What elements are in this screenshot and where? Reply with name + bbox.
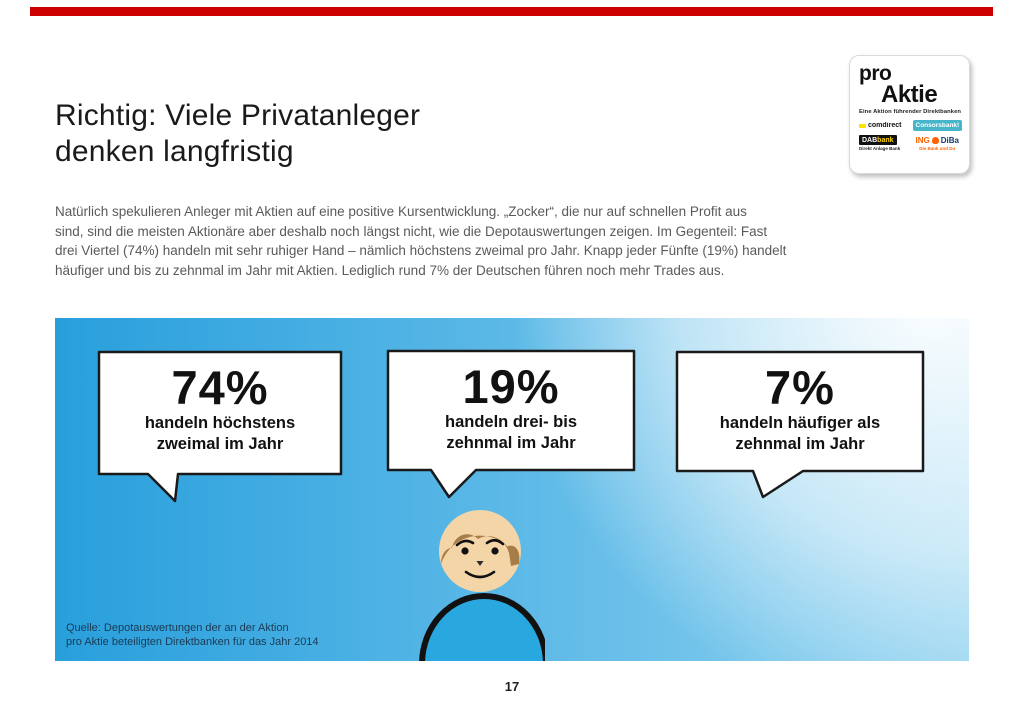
- ing-diba-logo: [913, 136, 963, 151]
- speech-bubble-19: [386, 349, 636, 499]
- intro-line: häufiger und bis zu zehnmal im Jahr mit Aktien. Lediglich rund 7% der Deutschen führen noch mehr Trades aus.: [55, 262, 725, 278]
- intro-paragraph: [55, 202, 955, 280]
- logo-word-aktie: Aktie: [881, 81, 938, 108]
- bubble-label-line2: zweimal im Jahr: [156, 435, 284, 453]
- source-line2: pro Aktie beteiligten Direktbanken für das Jahr 2014: [66, 636, 319, 648]
- ing-label: ING: [915, 135, 930, 145]
- page-title-line2: denken langfristig: [55, 135, 294, 168]
- dab-box: [859, 135, 897, 145]
- logo-word-pro: pro: [859, 62, 892, 85]
- bubble-text: [97, 350, 343, 455]
- comdirect-yellow-mark-icon: [859, 124, 866, 128]
- bank-logo-grid: [859, 120, 962, 151]
- page-number: 17: [504, 679, 520, 694]
- bubble-label-line1: handeln drei- bis: [444, 413, 578, 431]
- logo-tagline: Eine Aktion führender Direktbanken: [859, 109, 962, 115]
- bubble-label-line2: zehnmal im Jahr: [735, 435, 865, 453]
- bubble-value: 19%: [462, 360, 560, 413]
- consorsbank-logo: Consorsbank!: [913, 120, 963, 131]
- dab-bank-label: bank: [877, 136, 894, 144]
- page-title-line1: Richtig: Viele Privatanleger: [55, 99, 421, 132]
- page-title: [55, 98, 615, 170]
- bubble-label-line2: zehnmal im Jahr: [446, 434, 576, 452]
- top-accent-bar: [30, 7, 993, 16]
- pro-aktie-logo: [849, 55, 970, 174]
- bubble-text: [675, 350, 925, 455]
- intro-line: drei Viertel (74%) handeln mit sehr ruhiger Hand – nämlich höchstens zweimal pro Jahr. Knapp jeder Fünfte (19%) handelt: [55, 243, 787, 258]
- bubble-label-line1: handeln höchstens: [144, 414, 296, 432]
- diba-label: DiBa: [940, 135, 959, 145]
- bubble-text: [386, 349, 636, 454]
- speech-bubble-7: [675, 350, 925, 499]
- ing-lion-icon: [932, 137, 939, 144]
- investor-boy-illustration: [415, 506, 545, 661]
- bubble-value: 7%: [765, 361, 835, 414]
- intro-line: Natürlich spekulieren Anleger mit Aktien auf eine positive Kursentwicklung. „Zocker“, die nur auf schnellen Profit aus: [55, 204, 747, 219]
- dab-label: DAB: [862, 136, 878, 144]
- source-line1: Quelle: Depotauswertungen der an der Aktion: [66, 622, 289, 634]
- infographic-panel: [55, 318, 969, 661]
- bubble-label-line1: handeln häufiger als: [719, 414, 881, 432]
- dab-bank-logo: [859, 135, 909, 151]
- speech-bubble-74: [97, 350, 343, 503]
- bubble-value: 74%: [171, 361, 269, 414]
- ing-caption: Die Bank und Du: [919, 145, 956, 151]
- dab-caption: Direkt Anlage Bank: [859, 146, 901, 151]
- intro-line: sind, sind die meisten Aktionäre aber deshalb noch längst nicht, wie die Depotauswertungen zeigen. Im Gegenteil: Fast: [55, 223, 768, 239]
- comdirect-logo: [859, 122, 909, 129]
- source-note: [66, 621, 319, 649]
- comdirect-label: comdirect: [868, 122, 902, 129]
